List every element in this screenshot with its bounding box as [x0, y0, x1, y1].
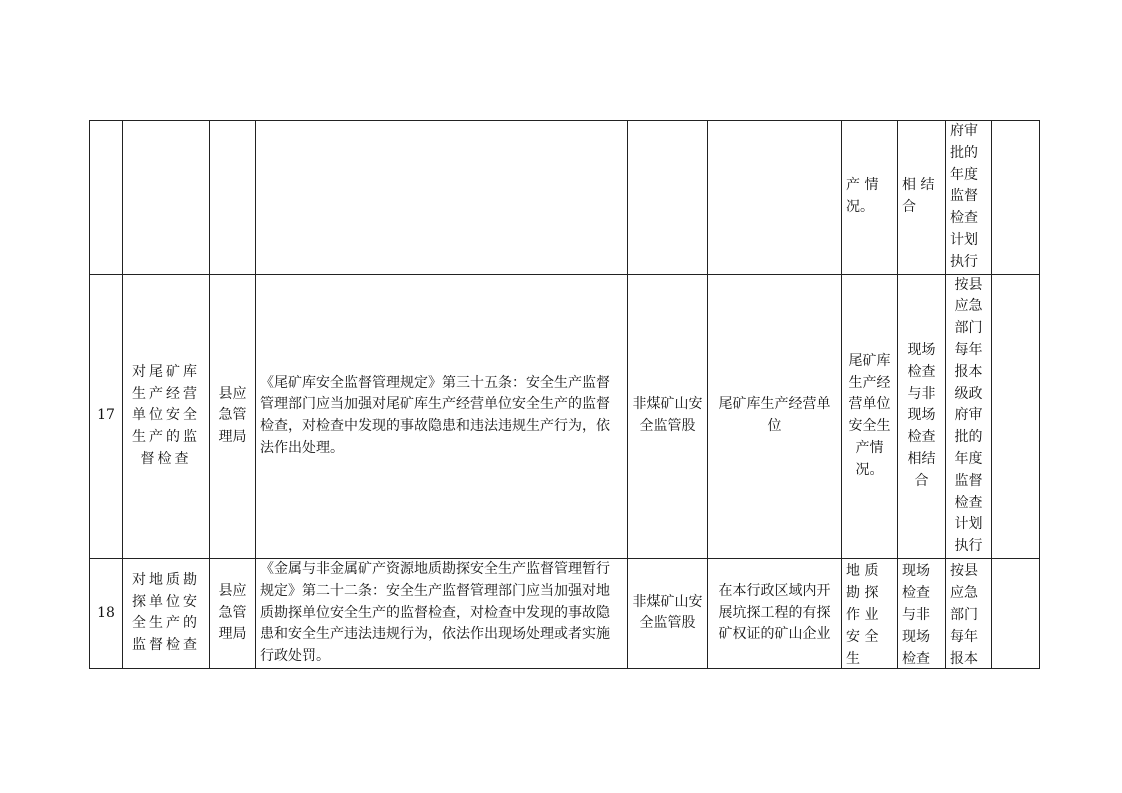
cell-item: 对地质勘探单位安全生产的监督检查 [123, 558, 210, 668]
cell-dept: 县应急管理局 [210, 274, 256, 558]
cell-method: 现场检查与非现场检查 [902, 563, 930, 666]
cell-dept [210, 121, 256, 275]
cell-item [123, 121, 210, 275]
cell-basis [256, 121, 628, 275]
cell-remark [992, 121, 1040, 275]
cell-object: 在本行政区域内开展坑探工程的有探矿权证的矿山企业 [708, 558, 842, 668]
cell-item: 对尾矿库生产经营单位安全生产的监督检查 [123, 274, 210, 558]
cell-remark [992, 558, 1040, 668]
cell-no: 18 [90, 558, 123, 668]
cell-no: 17 [90, 274, 123, 558]
cell-basis: 《尾矿库安全监督管理规定》第三十五条：安全生产监督管理部门应当加强对尾矿库生产经营单位安全生产的监督检查，对检查中发现的事故隐患和违法违规生产行为，依法作出处理。 [256, 274, 628, 558]
cell-content: 地 质 勘 探 作 业 安 全 生 [846, 563, 879, 666]
cell-unit: 非煤矿山安全监管股 [628, 558, 708, 668]
table-row [90, 558, 1040, 668]
cell-method: 现场检查与非现场检查相结合 [898, 274, 946, 558]
cell-content: 尾矿库生产经营单位安全生产情况。 [842, 274, 898, 558]
cell-dept: 县应急管理局 [210, 558, 256, 668]
cell-basis: 《金属与非金属矿产资源地质勘探安全生产监督管理暂行规定》第二十二条：安全生产监督管理部门应当加强对地质勘探单位安全生产的监督检查，对检查中发现的事故隐患和安全生产违法违规行为，依法作出现场处理或者实施行政处罚。 [256, 558, 628, 668]
cell-frequency: 府审批的年度监督检查计划执行 [946, 121, 992, 275]
cell-no [90, 121, 123, 275]
cell-frequency: 按县应急部门每年报本 [950, 563, 978, 666]
cell-method: 相 结合 [898, 121, 946, 275]
cell-object: 尾矿库生产经营单位 [708, 274, 842, 558]
supervision-table [89, 120, 1040, 669]
table-row [90, 121, 1040, 275]
cell-object [708, 121, 842, 275]
cell-frequency: 按县应急部门每年报本级政府审批的年度监督检查计划执行 [946, 274, 992, 558]
cell-unit: 非煤矿山安全监管股 [628, 274, 708, 558]
cell-remark [992, 274, 1040, 558]
cell-content-wrap [842, 558, 898, 668]
cell-content: 产 情况。 [842, 121, 898, 275]
cell-unit [628, 121, 708, 275]
cell-method-wrap [898, 558, 946, 668]
table-row [90, 274, 1040, 558]
cell-frequency-wrap [946, 558, 992, 668]
